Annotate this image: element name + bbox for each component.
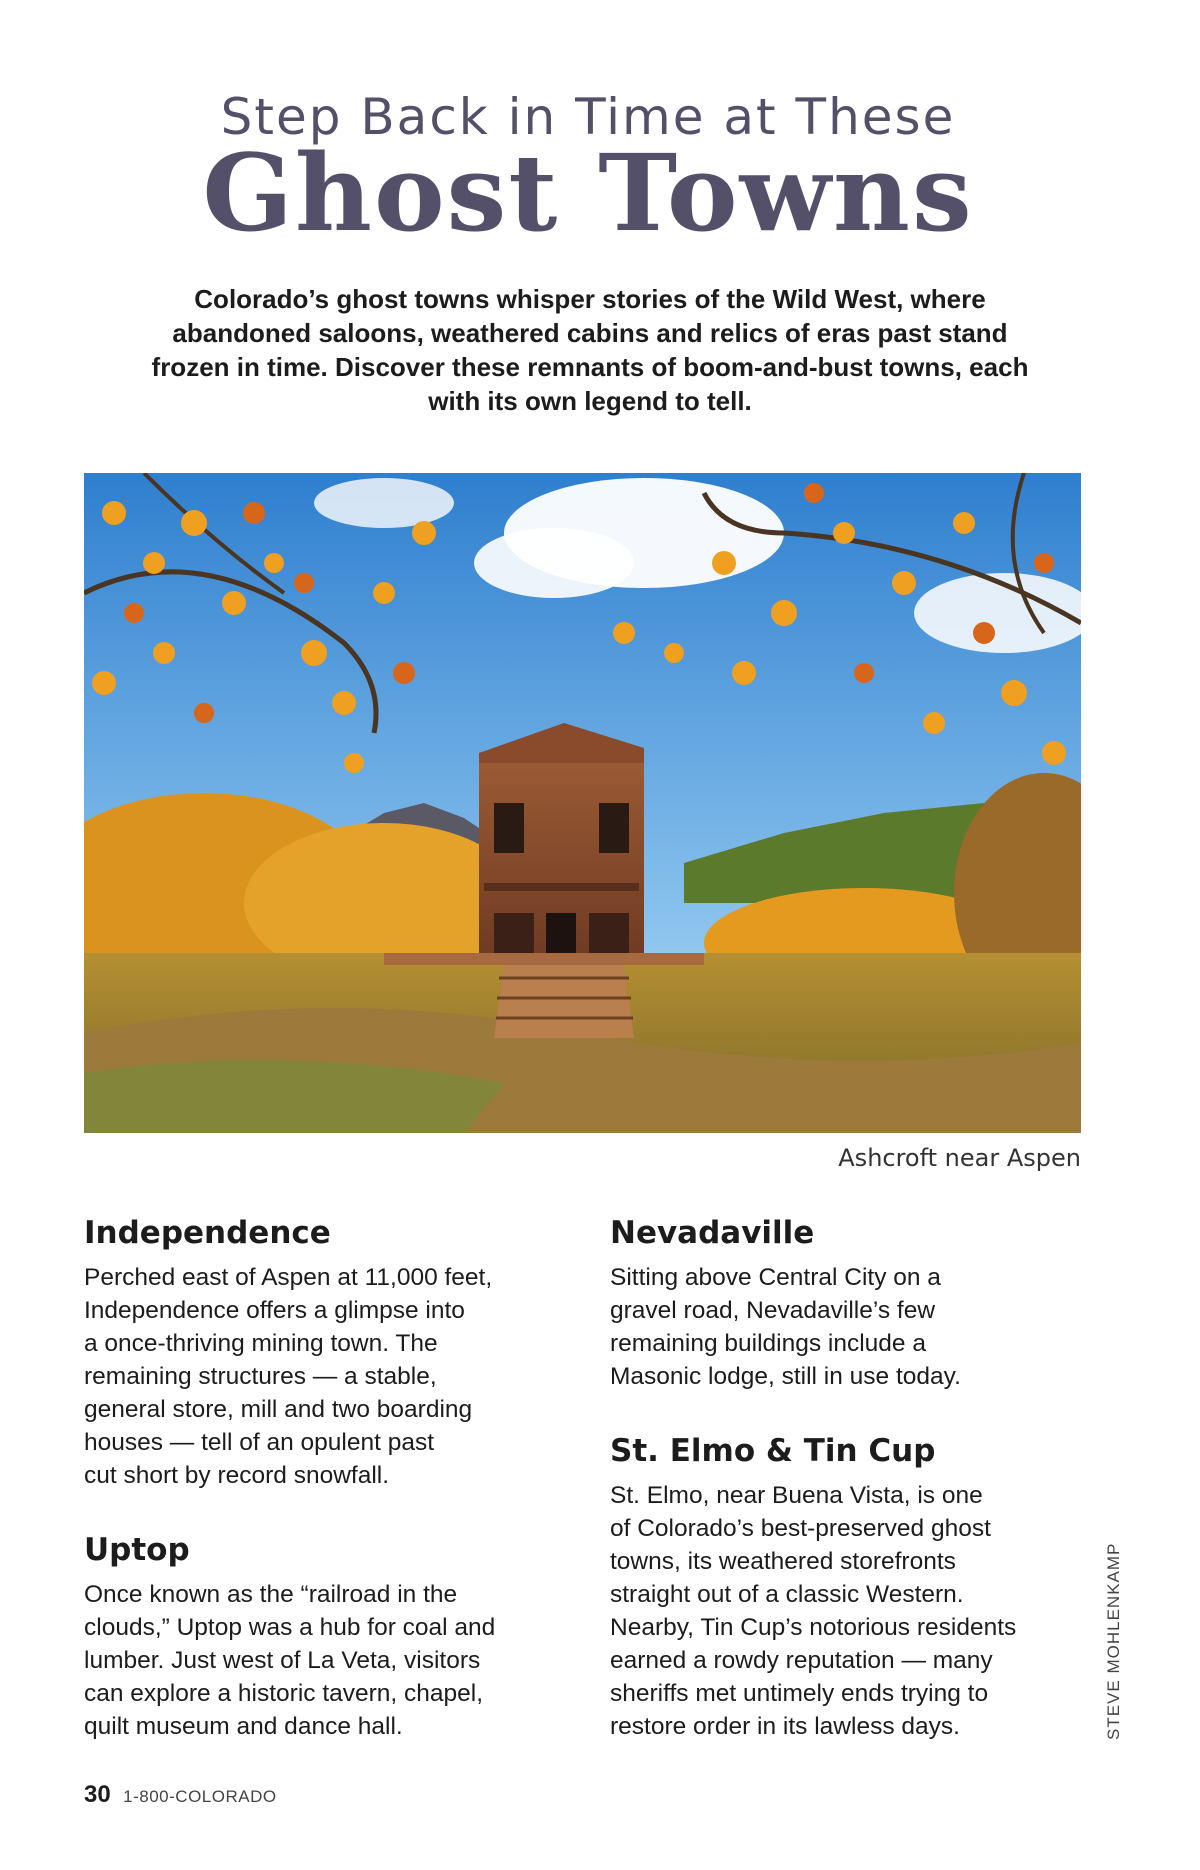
hero-photo — [84, 473, 1081, 1133]
st-elmo-heading: St. Elmo & Tin Cup — [610, 1433, 936, 1469]
photo-caption: Ashcroft near Aspen — [838, 1144, 1081, 1172]
left-column — [84, 1215, 564, 1783]
independence-heading: Independence — [84, 1215, 331, 1251]
nevadaville-body: Sitting above Central City on a gravel road, Nevadaville’s few remaining buildings include a Masonic lodge, still in use today. — [610, 1264, 961, 1390]
intro-paragraph: Colorado’s ghost towns whisper stories of the Wild West, where abandoned saloons, weathered cabins and relics of eras past stand frozen in time. Discover these remnants of boom-and-bust towns, each with its own legend to tell. — [151, 284, 1029, 416]
photo-credit: STEVE MOHLENKAMP — [1104, 1542, 1123, 1740]
nevadaville-heading: Nevadaville — [610, 1215, 815, 1251]
page-number: 30 — [84, 1781, 111, 1808]
uptop-heading: Uptop — [84, 1532, 190, 1568]
uptop-body: Once known as the “railroad in the clouds,” Uptop was a hub for coal and lumber. Just west of La Veta, visitors can explore a historic tavern, chapel, quilt museum and dance hall. — [84, 1581, 496, 1740]
independence-body: Perched east of Aspen at 11,000 feet, Independence offers a glimpse into a once-thriving mining town. The remaining structures — a stable, general store, mill and two boarding houses — tell of an opulent past cut short by record snowfall. — [84, 1264, 493, 1489]
st-elmo-body: St. Elmo, near Buena Vista, is one of Colorado’s best-preserved ghost towns, its weathered storefronts straight out of a classic Western. Nearby, Tin Cup’s notorious residents earned a rowdy reputation — many sheriffs met untimely ends trying to restore order in its lawless days. — [610, 1482, 1017, 1740]
phone-number: 1-800-COLORADO — [123, 1787, 277, 1806]
title-kicker: Step Back in Time at These — [220, 88, 956, 146]
page-title: Ghost Towns — [202, 130, 974, 255]
right-column — [610, 1215, 1090, 1783]
page-footer — [84, 1781, 277, 1809]
